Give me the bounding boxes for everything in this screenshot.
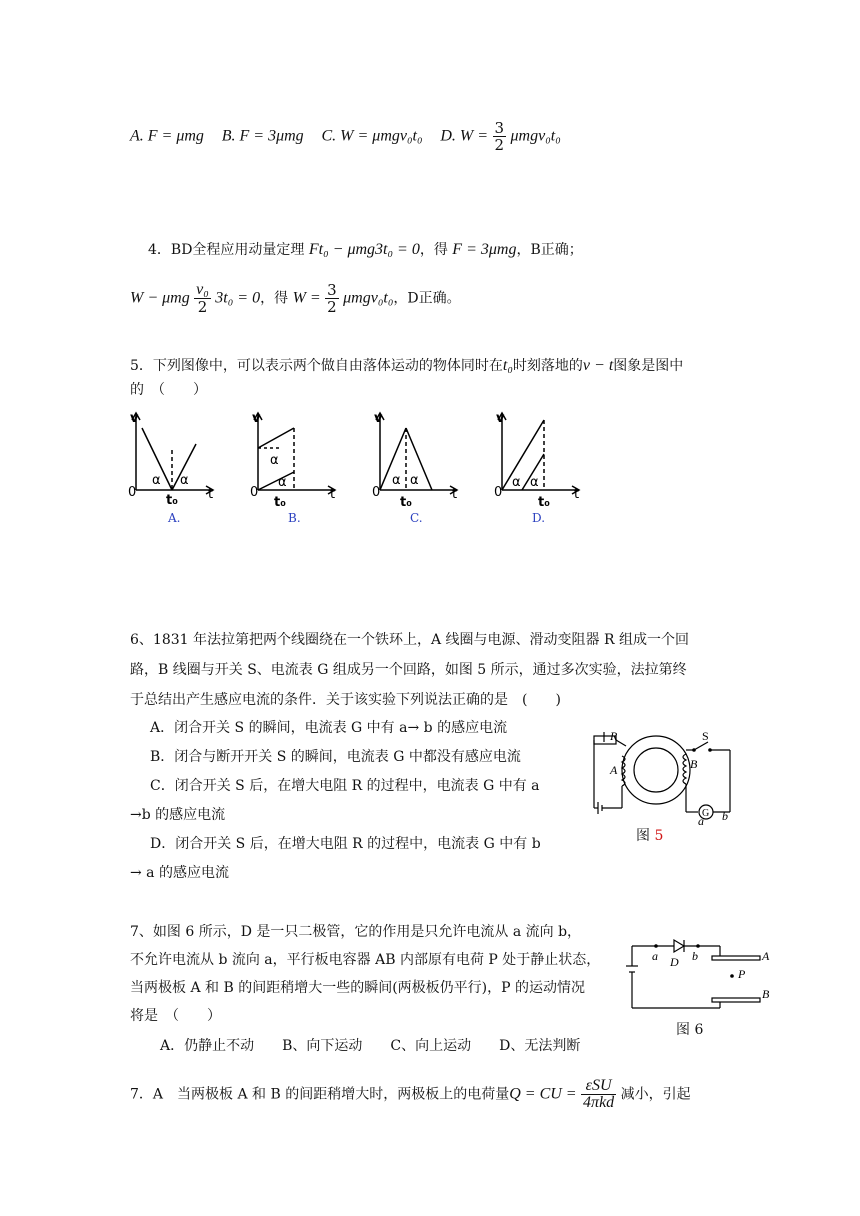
question-7-line4: 将是 （ ） bbox=[130, 1008, 221, 1024]
svg-text:G: G bbox=[702, 808, 710, 819]
svg-text:a: a bbox=[652, 949, 658, 963]
svg-text:t: t bbox=[330, 487, 336, 502]
question-5-line1: 5．下列图像中，可以表示两个做自由落体运动的物体同时在t₀时刻落地的v − t图象是图中 bbox=[130, 357, 684, 374]
question-6-line1: 6、1831 年法拉第把两个线圈绕在一个铁环上，A 线圈与电源、滑动变阻器 R 组成一个回 bbox=[130, 632, 689, 648]
graph-d-label: D. bbox=[532, 511, 546, 525]
svg-text:v: v bbox=[496, 411, 505, 426]
solution-4-line2: W − μmg $\frac{\text{v₀}}{2}$ 3t₀ = 0，得 W = $\frac{3}{2}$ μmgv₀t₀，D正确。 bbox=[130, 281, 461, 316]
svg-text:α: α bbox=[270, 453, 279, 468]
graph-b-label: B. bbox=[288, 511, 301, 525]
svg-text:R: R bbox=[610, 729, 618, 743]
svg-text:0: 0 bbox=[250, 485, 259, 500]
svg-text:0: 0 bbox=[372, 485, 381, 500]
graph-c-label: C. bbox=[410, 511, 423, 525]
question-6-option-c1: C．闭合开关 S 后，在增大电阻 R 的过程中，电流表 G 中有 a bbox=[150, 778, 540, 794]
question-5-line2: 的 （ ） bbox=[130, 382, 207, 398]
svg-text:S: S bbox=[702, 729, 709, 743]
question-7-line2: 不允许电流从 b 流向 a，平行板电容器 AB 内部原有电荷 P 处于静止状态， bbox=[130, 952, 601, 968]
svg-text:D: D bbox=[670, 955, 679, 969]
graph-b bbox=[250, 408, 340, 518]
svg-text:a: a bbox=[698, 814, 704, 828]
question-6-line2: 路，B 线圈与开关 S、电流表 G 组成另一个回路，如图 5 所示，通过多次实验，法拉第终 bbox=[130, 662, 687, 678]
svg-text:B: B bbox=[762, 987, 770, 1001]
graph-a bbox=[128, 408, 218, 518]
svg-text:A: A bbox=[610, 763, 618, 777]
svg-text:α: α bbox=[278, 475, 287, 490]
svg-text:α: α bbox=[180, 473, 189, 488]
svg-text:v: v bbox=[252, 411, 261, 426]
svg-text:α: α bbox=[152, 473, 161, 488]
graph-a-label: A. bbox=[168, 511, 181, 525]
figure-5-circuit bbox=[582, 728, 742, 828]
question-7-options: A．仍静止不动 B、向下运动 C、向上运动 D、无法判断 bbox=[160, 1038, 581, 1054]
q3-options bbox=[130, 120, 561, 153]
question-6-option-d2: → a 的感应电流 bbox=[130, 865, 229, 881]
question-6-option-d1: D．闭合开关 S 后，在增大电阻 R 的过程中，电流表 G 中有 b bbox=[150, 836, 541, 852]
figure-5-caption: 图 5 bbox=[636, 828, 664, 844]
svg-text:A: A bbox=[762, 949, 770, 963]
svg-text:α: α bbox=[392, 473, 401, 488]
svg-text:t₀: t₀ bbox=[274, 495, 286, 510]
svg-text:B: B bbox=[690, 757, 698, 771]
option-c: C. W = μmgv₀t₀ bbox=[321, 127, 423, 145]
svg-text:t: t bbox=[452, 487, 458, 502]
svg-text:t: t bbox=[574, 487, 580, 502]
solution-4-line1: 4．BD全程应用动量定理 Ft₀ − μmg3t₀ = 0，得 F = 3μmg，B正确； bbox=[148, 241, 583, 258]
svg-text:t₀: t₀ bbox=[400, 495, 412, 510]
svg-text:v: v bbox=[130, 411, 139, 426]
figure-6-circuit bbox=[622, 936, 772, 1016]
option-b: B. F = 3μmg bbox=[221, 127, 304, 145]
svg-text:t: t bbox=[208, 487, 214, 502]
graph-c bbox=[372, 408, 462, 518]
option-d-suffix: μmgv₀t₀ bbox=[510, 127, 561, 145]
question-6-option-a: A．闭合开关 S 的瞬间，电流表 G 中有 a→ b 的感应电流 bbox=[150, 720, 508, 736]
svg-text:0: 0 bbox=[494, 485, 503, 500]
option-d-fraction: $\frac{3}{2}$ bbox=[494, 119, 505, 154]
svg-text:α: α bbox=[512, 475, 521, 490]
svg-text:α: α bbox=[530, 475, 539, 490]
question-7-line3: 当两极板 A 和 B 的间距稍增大一些的瞬间(两极板仍平行)，P 的运动情况 bbox=[130, 980, 585, 996]
option-d-prefix: D. W = bbox=[440, 127, 489, 145]
svg-text:b: b bbox=[692, 949, 698, 963]
svg-text:α: α bbox=[410, 473, 419, 488]
svg-text:v: v bbox=[374, 411, 383, 426]
solution-7: 7．A 当两极板 A 和 B 的间距稍增大时，两极板上的电荷量Q = CU = $\frac{\text{εSU}}{\text{4πkd}}$ 减小，引起 bbox=[130, 1077, 691, 1111]
figure-6-caption: 图 6 bbox=[676, 1022, 704, 1038]
graph-d bbox=[494, 408, 584, 518]
svg-text:b: b bbox=[722, 809, 728, 823]
svg-text:0: 0 bbox=[128, 485, 137, 500]
question-6-option-c2: →b 的感应电流 bbox=[130, 807, 226, 823]
question-6-option-b: B．闭合与断开开关 S 的瞬间，电流表 G 中都没有感应电流 bbox=[150, 749, 521, 765]
question-6-line3: 于总结出产生感应电流的条件．关于该实验下列说法正确的是 ( ) bbox=[130, 692, 561, 708]
option-a: A. F = μmg bbox=[130, 127, 204, 145]
svg-text:t₀: t₀ bbox=[538, 495, 550, 510]
svg-text:P: P bbox=[738, 967, 746, 981]
question-7-line1: 7、如图 6 所示，D 是一只二极管，它的作用是只允许电流从 a 流向 b， bbox=[130, 924, 582, 940]
svg-text:t₀: t₀ bbox=[166, 493, 178, 508]
